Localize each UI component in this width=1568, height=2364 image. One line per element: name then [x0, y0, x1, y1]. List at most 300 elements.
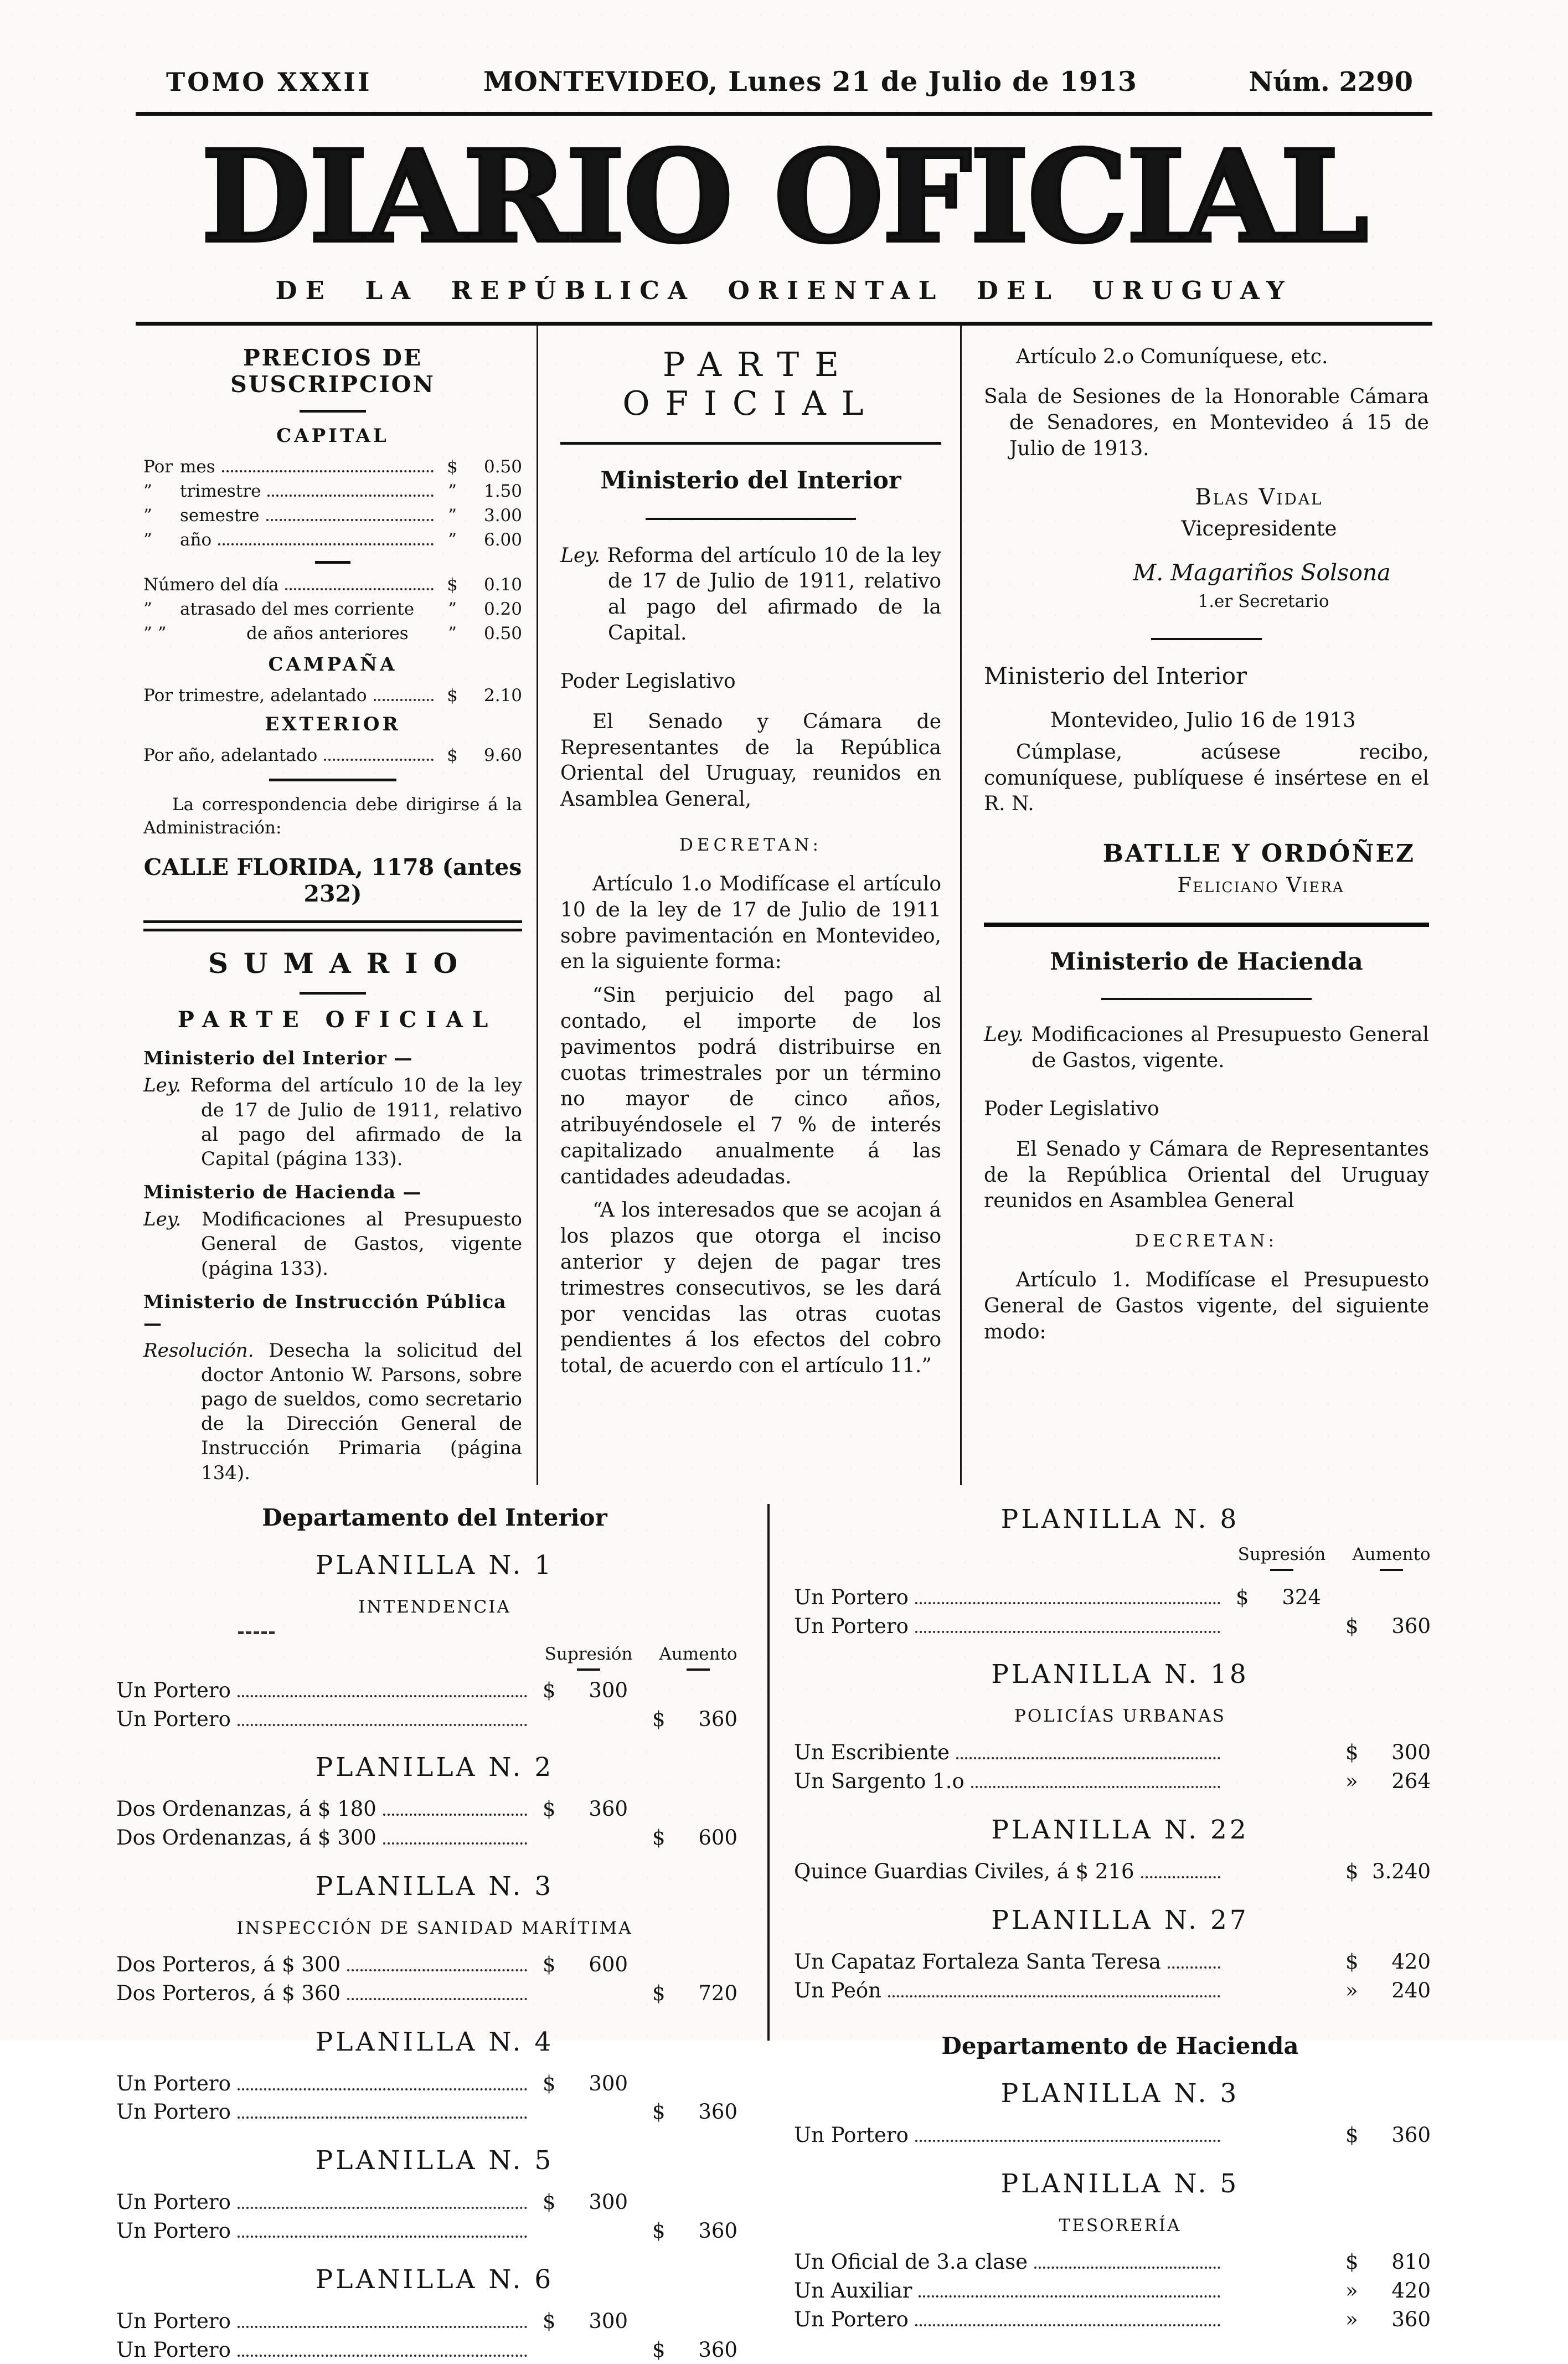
- aumento-cell: [1337, 1612, 1446, 1641]
- currency: $: [1345, 2250, 1359, 2274]
- aumento-cell: [1337, 1948, 1446, 1976]
- amount: 360: [1391, 2123, 1431, 2147]
- table-row: [116, 2188, 753, 2217]
- amount: 324: [1282, 1585, 1321, 1609]
- dot-leader: [267, 495, 434, 497]
- planilla-title: PLANILLA N. 27: [991, 1904, 1249, 1935]
- planilla-rows: [794, 1948, 1446, 2005]
- law-text: Reforma del artículo 10 de la ley de 17 de Julio de 1911, relativo al pago del afirmado de la Capital.: [607, 544, 942, 645]
- masthead-subtitle: DE LA REPÚBLICA ORIENTAL DEL URUGUAY: [275, 275, 1293, 305]
- dot-leader: [915, 1631, 1220, 1633]
- decretan-heading: DECRETAN:: [679, 835, 822, 855]
- amount: 300: [589, 2309, 628, 2333]
- department-heading: Departamento del Interior: [262, 1503, 607, 1531]
- planilla-title: PLANILLA N. 18: [991, 1659, 1249, 1690]
- dot-leader: [266, 519, 434, 521]
- planilla-title: PLANILLA N. 5: [1000, 2169, 1240, 2200]
- price-value: 6.00: [483, 529, 522, 550]
- law-text: Modificaciones al Presupuesto General de Gastos, vigente.: [1031, 1023, 1429, 1072]
- amount: 360: [698, 2100, 737, 2124]
- divider-rule: [1151, 638, 1262, 640]
- table-row: [116, 2336, 753, 2364]
- planilla-title: PLANILLA N. 4: [315, 2026, 554, 2057]
- currency: $: [543, 1953, 556, 1976]
- row-label: Dos Porteros, á $ 360: [116, 1981, 341, 2005]
- price-label: año: [180, 529, 212, 550]
- price-value: 0.20: [483, 599, 522, 619]
- table-row: [116, 1979, 753, 2008]
- divider-rule: [646, 518, 856, 520]
- dot-leader: [1141, 1876, 1220, 1878]
- price-prefix: ”: [143, 481, 152, 501]
- currency: $: [1345, 1860, 1359, 1883]
- parte-oficial-title: PARTE OFICIAL: [622, 345, 879, 423]
- aumento-cell: [1337, 2121, 1446, 2150]
- aumento-cell: [1337, 2277, 1446, 2305]
- section-rule: [984, 923, 1429, 927]
- currency: $: [543, 2071, 556, 2095]
- masthead-title: DIARIO OFICIAL: [201, 122, 1367, 271]
- table-row: [116, 1950, 753, 1979]
- currency: $: [652, 2337, 666, 2362]
- signature-name: M. Magariños Solsona: [1133, 559, 1391, 586]
- main-columns: [136, 326, 1432, 1485]
- signature-role: Vicepresidente: [1181, 516, 1337, 540]
- amount: 420: [1391, 1949, 1431, 1974]
- amount: 300: [1391, 1740, 1431, 1765]
- supresion-header: [534, 1644, 643, 1671]
- middle-column: [537, 326, 962, 1485]
- sumario-entry: [143, 1181, 522, 1281]
- sumario-entry-text: [143, 1073, 522, 1171]
- table-row: [116, 2307, 753, 2336]
- price-prefix: ” ”: [143, 623, 167, 643]
- dot-leader: [888, 1995, 1220, 1997]
- planilla-rows: [116, 2188, 753, 2245]
- dot-leader: [238, 2236, 527, 2238]
- price-row: [143, 479, 522, 503]
- aumento-header: [1337, 1544, 1446, 1571]
- price-value: 0.50: [483, 456, 522, 477]
- dot-leader: [915, 2324, 1220, 2326]
- currency: $: [1345, 1949, 1359, 1974]
- price-value: 1.50: [483, 481, 522, 501]
- budget-tables: [116, 1503, 1568, 2362]
- table-row: [794, 2305, 1446, 2334]
- amount: 360: [698, 2337, 737, 2362]
- correspondence-note: La correspondencia debe dirigirse á la Administración:: [143, 794, 522, 838]
- address-line: CALLE FLORIDA, 1178 (antes 232): [143, 854, 522, 908]
- supresion-cell: [534, 1950, 643, 1979]
- paragraph: “A los interesados que se acojan á los plazos que otorga el inciso anterior y dejen de pagar tres trimestres consecutivos, se les dará por vencidas las otras cuotas pendientes á los efectos del cobro total, de acuerdo con el artículo 11.”: [560, 1199, 941, 1378]
- date-line: Montevideo, Julio 16 de 1913: [1050, 708, 1356, 732]
- row-label: Un Portero: [116, 2337, 231, 2362]
- amount: 600: [589, 1953, 628, 1976]
- row-label: Un Capataz Fortaleza Santa Teresa: [794, 1949, 1161, 1974]
- price-value: 9.60: [483, 745, 522, 765]
- planilla-title: PLANILLA N. 3: [315, 1871, 554, 1902]
- signature-name: Blas Vidal: [1195, 484, 1323, 510]
- sumario-ministry: Ministerio del Interior —: [143, 1047, 413, 1069]
- dot-leader: [238, 2326, 527, 2328]
- dot-leader: [218, 543, 434, 545]
- tables-left-column: [116, 1503, 770, 2362]
- planilla-subtitle: INTENDENCIA: [358, 1596, 511, 1617]
- planilla-rows: [116, 1676, 753, 1734]
- small-dash-rule: [238, 1631, 275, 1634]
- header-rule: [136, 112, 1432, 116]
- price-label: trimestre: [180, 481, 261, 501]
- header-dash: [1380, 1569, 1403, 1571]
- signature-name: Feliciano Viera: [1177, 873, 1344, 898]
- planilla-subtitle: POLICÍAS URBANAS: [1014, 1706, 1226, 1727]
- planilla-title: PLANILLA N. 3: [1000, 2078, 1240, 2109]
- planilla-title: PLANILLA N. 1: [315, 1549, 554, 1580]
- planilla-subtitle: INSPECCIÓN DE SANIDAD MARÍTIMA: [236, 1918, 633, 1938]
- aumento-cell: [643, 2098, 753, 2126]
- dot-leader: [915, 2140, 1220, 2142]
- divider-rule: [300, 992, 366, 995]
- price-row: [143, 597, 522, 621]
- row-label: Un Portero: [794, 1585, 909, 1609]
- dot-leader: [238, 2355, 527, 2357]
- planilla-rows: [116, 1950, 753, 2008]
- price-prefix: ”: [143, 599, 152, 619]
- sumario-entry: [143, 1047, 522, 1171]
- currency: $: [652, 2100, 666, 2124]
- table-row: [116, 2217, 753, 2245]
- dot-leader: [374, 699, 434, 701]
- row-label: Dos Ordenanzas, á $ 300: [116, 1826, 376, 1850]
- row-label: Un Portero: [116, 2100, 231, 2124]
- aumento-cell: [643, 1824, 753, 1852]
- price-prefix: ”: [143, 529, 152, 550]
- price-label: mes: [180, 456, 215, 477]
- dot-leader: [238, 1724, 527, 1726]
- row-label: Un Portero: [794, 1614, 909, 1638]
- price-currency: $: [447, 745, 458, 765]
- dateline: MONTEVIDEO, Lunes 21 de Julio de 1913: [483, 65, 1137, 97]
- row-label: Un Portero: [116, 1678, 231, 1702]
- dot-leader: [347, 1969, 527, 1971]
- ministry-heading: Ministerio del Interior: [600, 466, 901, 495]
- row-label: Un Sargento 1.o: [794, 1769, 964, 1794]
- currency: »: [1345, 1769, 1358, 1794]
- row-label: Un Portero: [116, 2071, 231, 2095]
- divider-rule: [1101, 998, 1312, 1000]
- price-row: [143, 503, 522, 528]
- dot-leader: [915, 1602, 1220, 1604]
- aumento-cell: [1337, 2305, 1446, 2334]
- aumento-cell: [1337, 2248, 1446, 2277]
- row-label: Un Oficial de 3.a clase: [794, 2250, 1028, 2274]
- header-dash: [1270, 1569, 1293, 1571]
- amount: 3.240: [1372, 1860, 1431, 1883]
- entry-body: Reforma del artículo 10 de la ley de 17 de Julio de 1911, relativo al pago del afirmado de la Capital (página 133).: [190, 1074, 523, 1170]
- supresion-cell: [534, 1676, 643, 1705]
- table-row: [794, 1583, 1446, 1612]
- planilla-title: PLANILLA N. 2: [315, 1752, 554, 1783]
- dot-leader: [285, 588, 434, 590]
- issue-number: Núm. 2290: [1249, 66, 1413, 97]
- table-row: [116, 1824, 753, 1852]
- currency: $: [1236, 1585, 1249, 1609]
- table-row: [116, 1705, 753, 1734]
- row-label: Un Portero: [794, 2307, 909, 2331]
- paragraph: El Senado y Cámara de Representantes de la República Oriental del Uruguay reunidos en Asamblea General: [984, 1137, 1429, 1213]
- supresion-cell: [1227, 1583, 1337, 1612]
- paragraph: Artículo 2.o Comuníquese, etc.: [1016, 345, 1328, 368]
- currency: $: [652, 2218, 666, 2243]
- currency: $: [543, 1678, 556, 1702]
- price-value: 2.10: [483, 685, 522, 705]
- amount: 360: [1391, 1614, 1431, 1638]
- amount: 240: [1391, 1978, 1431, 2002]
- aumento-cell: [1337, 1857, 1446, 1886]
- amount: 600: [698, 1826, 737, 1850]
- header-dash: [687, 1668, 710, 1671]
- price-value: 0.10: [483, 574, 522, 595]
- aumento-label: Aumento: [659, 1644, 737, 1664]
- amount: 720: [698, 1981, 737, 2005]
- price-row: [143, 743, 522, 768]
- planilla-title: PLANILLA N. 22: [991, 1815, 1249, 1845]
- sumario-entry: [143, 1291, 522, 1485]
- price-currency: $: [447, 574, 458, 595]
- amount: 300: [589, 2190, 628, 2214]
- amount: 264: [1391, 1769, 1431, 1794]
- price-prefix: ”: [143, 505, 152, 526]
- right-column: [962, 326, 1432, 1485]
- paragraph: Sala de Sesiones de la Honorable Cámara de Senadores, en Montevideo á 15 de Julio de 1913.: [984, 385, 1429, 460]
- price-label: Por año, adelantado: [143, 745, 318, 765]
- row-label: Un Portero: [794, 2123, 909, 2147]
- amount: 300: [589, 2071, 628, 2095]
- exterior-heading: EXTERIOR: [265, 713, 401, 735]
- table-row: [794, 1976, 1446, 2005]
- row-label: Un Auxiliar: [794, 2278, 912, 2303]
- sumario-section-title: PARTE OFICIAL: [177, 1007, 498, 1033]
- row-label: Un Portero: [116, 2190, 231, 2214]
- dot-leader: [222, 470, 434, 472]
- dot-leader: [919, 2295, 1220, 2298]
- masthead-rule: [136, 322, 1432, 326]
- price-currency: ”: [448, 481, 457, 501]
- planilla-rows: [794, 1738, 1446, 1796]
- dot-leader: [238, 2116, 527, 2119]
- signature-role: 1.er Secretario: [1198, 591, 1329, 611]
- dot-leader: [1168, 1966, 1220, 1969]
- aumento-cell: [1337, 1738, 1446, 1767]
- entry-lead: Ley.: [143, 1074, 182, 1097]
- double-rule: [143, 920, 522, 931]
- table-row: [116, 2069, 753, 2098]
- planilla-rows: [794, 1583, 1446, 1641]
- divider-rule: [300, 410, 366, 413]
- supresion-cell: [534, 2307, 643, 2336]
- currency: $: [1345, 1740, 1359, 1765]
- masthead: [0, 122, 1568, 305]
- dot-leader: [971, 1786, 1220, 1788]
- supresion-cell: [534, 2188, 643, 2217]
- amount: 360: [698, 2218, 737, 2243]
- dot-leader: [1034, 2267, 1220, 2269]
- table-row: [794, 2277, 1446, 2305]
- decretan-heading: DECRETAN:: [1134, 1231, 1278, 1251]
- aumento-cell: [643, 2217, 753, 2245]
- currency: »: [1345, 2278, 1358, 2303]
- price-row: [143, 573, 522, 597]
- planilla-rows: [794, 1857, 1446, 1886]
- table-row: [116, 2098, 753, 2126]
- poder-legislativo: Poder Legislativo: [560, 669, 736, 693]
- price-row: [143, 528, 522, 552]
- dot-leader: [383, 1842, 527, 1845]
- paragraph: El Senado y Cámara de Representantes de la República Oriental del Uruguay, reunidos en Asamblea General,: [560, 710, 941, 811]
- supresion-cell: [534, 1795, 643, 1824]
- price-row: [143, 683, 522, 708]
- dot-leader: [238, 1695, 527, 1697]
- aumento-cell: [1337, 1767, 1446, 1796]
- planilla-title: PLANILLA N. 6: [315, 2264, 554, 2295]
- row-label: Un Escribiente: [794, 1740, 950, 1765]
- table-row: [794, 2248, 1446, 2277]
- supresion-cell: [534, 2069, 643, 2098]
- price-currency: ”: [448, 623, 457, 643]
- tables-right-column: [770, 1503, 1568, 2331]
- row-label: Quince Guardias Civiles, á $ 216: [794, 1860, 1134, 1883]
- divider-rule: [315, 561, 350, 564]
- aumento-header: [643, 1644, 753, 1671]
- campana-heading: CAMPAÑA: [268, 653, 398, 676]
- table-column-headers: [116, 1644, 753, 1671]
- table-row: [794, 1948, 1446, 1976]
- entry-lead: Ley.: [143, 1208, 182, 1231]
- dot-leader: [347, 1998, 527, 2000]
- amount: 300: [589, 1678, 628, 1702]
- amount: 420: [1391, 2278, 1431, 2303]
- aumento-cell: [1337, 1976, 1446, 2005]
- supresion-label: Supresión: [1237, 1544, 1326, 1564]
- table-row: [794, 1767, 1446, 1796]
- tomo-label: TOMO XXXII: [166, 67, 372, 97]
- planilla-title: PLANILLA N. 8: [1000, 1503, 1240, 1534]
- sumario-entry-text: [143, 1338, 522, 1485]
- currency: $: [1345, 1614, 1359, 1638]
- price-currency: ”: [448, 529, 457, 550]
- currency: $: [652, 1981, 666, 2005]
- price-row: [143, 621, 522, 646]
- dot-leader: [383, 1814, 527, 1816]
- paragraph: Artículo 1. Modifícase el Presupuesto General de Gastos vigente, del siguiente modo:: [984, 1269, 1429, 1343]
- price-label: atrasado del mes corriente: [180, 599, 415, 619]
- currency: »: [1345, 1978, 1358, 2002]
- supresion-label: Supresión: [544, 1644, 633, 1664]
- aumento-cell: [643, 1979, 753, 2008]
- table-row: [116, 1676, 753, 1705]
- planilla-rows: [794, 2121, 1446, 2150]
- divider-rule: [269, 779, 396, 781]
- price-label: Número del día: [143, 574, 279, 595]
- header-dash: [577, 1668, 600, 1671]
- law-lead: Ley.: [560, 544, 601, 567]
- dot-leader: [238, 2207, 527, 2209]
- dot-leader: [238, 2088, 527, 2090]
- sumario-title: SUMARIO: [208, 947, 473, 980]
- entry-body: Desecha la solicitud del doctor Antonio W. Parsons, sobre pago de sueldos, como secretario de la Dirección General de Instrucción Primaria (página 134).: [201, 1339, 522, 1484]
- price-currency: $: [447, 456, 458, 477]
- currency: $: [543, 1797, 556, 1821]
- table-row: [794, 2121, 1446, 2150]
- price-currency: ”: [448, 505, 457, 526]
- poder-legislativo: Poder Legislativo: [984, 1097, 1159, 1120]
- ministry-heading: Ministerio de Hacienda: [1050, 948, 1363, 976]
- amount: 360: [589, 1797, 628, 1821]
- column-rule: [560, 442, 941, 445]
- price-currency: $: [447, 685, 458, 705]
- amount: 360: [698, 1707, 737, 1731]
- amount: 810: [1391, 2250, 1431, 2274]
- paragraph: Cúmplase, acúsese recibo, comuníquese, publíquese é insértese en el R. N.: [984, 740, 1429, 816]
- price-row: [143, 455, 522, 479]
- ministry-heading: Ministerio del Interior: [984, 662, 1247, 689]
- planilla-rows: [116, 2307, 753, 2364]
- dot-leader: [324, 759, 434, 761]
- price-label: semestre: [180, 505, 260, 526]
- price-value: 0.50: [483, 623, 522, 643]
- table-row: [116, 1795, 753, 1824]
- row-label: Un Portero: [116, 1707, 231, 1731]
- currency: $: [543, 2309, 556, 2333]
- sumario-ministry: Ministerio de Hacienda —: [143, 1181, 422, 1203]
- amount: 360: [1391, 2307, 1431, 2331]
- left-column: [136, 326, 537, 1485]
- department-heading: Departamento de Hacienda: [941, 2032, 1299, 2060]
- price-currency: ”: [448, 599, 457, 619]
- table-row: [794, 1612, 1446, 1641]
- table-column-headers: [794, 1544, 1446, 1571]
- paragraph: Artículo 1.o Modifícase el artículo 10 de la ley de 17 de Julio de 1911 sobre pavimentación en Montevideo, en la siguiente forma:: [560, 872, 941, 974]
- paragraph: “Sin perjuicio del pago al contado, el importe de los pavimentos podrá distribuirse en cuotas trimestrales por un término no mayor de cinco años, atribuyéndosele el 7 % de interés capitalizado anualmente á las cantidades adeudadas.: [560, 984, 941, 1188]
- planilla-rows: [116, 2069, 753, 2127]
- row-label: Dos Ordenanzas, á $ 180: [116, 1797, 376, 1821]
- dot-leader: [956, 1757, 1220, 1759]
- price-value: 3.00: [483, 505, 522, 526]
- law-summary: [984, 1022, 1429, 1074]
- aumento-label: Aumento: [1352, 1544, 1431, 1564]
- table-row: [794, 1857, 1446, 1886]
- prices-title: PRECIOS DE SUSCRIPCION: [230, 344, 435, 398]
- planilla-rows: [794, 2248, 1446, 2334]
- aumento-cell: [643, 2336, 753, 2364]
- supresion-header: [1227, 1544, 1337, 1571]
- table-row: [794, 1738, 1446, 1767]
- currency: $: [1345, 2123, 1359, 2147]
- aumento-cell: [643, 1705, 753, 1734]
- currency: »: [1345, 2307, 1358, 2331]
- currency: $: [652, 1826, 666, 1850]
- price-label: de años anteriores: [246, 623, 409, 643]
- capital-heading: CAPITAL: [276, 424, 389, 447]
- row-label: Un Portero: [116, 2218, 231, 2243]
- planilla-title: PLANILLA N. 5: [315, 2145, 554, 2176]
- top-header: [0, 0, 1568, 112]
- row-label: Un Peón: [794, 1978, 882, 2002]
- price-prefix: Por: [143, 456, 173, 477]
- row-label: Un Portero: [116, 2309, 231, 2333]
- planilla-rows: [116, 1795, 753, 1852]
- price-label: Por trimestre, adelantado: [143, 685, 367, 705]
